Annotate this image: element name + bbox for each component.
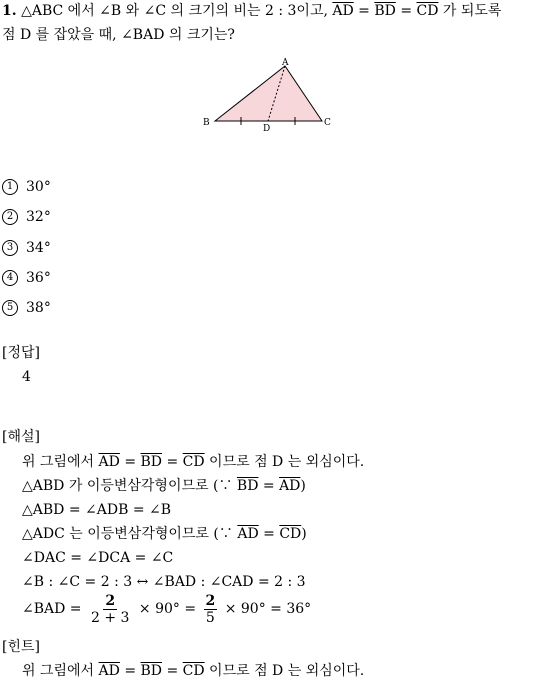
segment-ad: $\overline{AD}$ [98, 663, 120, 679]
explanation-line-6: ∠B : ∠C = 2 : 3 ↔ ∠BAD : ∠CAD = 2 : 3 [22, 574, 306, 590]
choice-marker: 2 [2, 209, 18, 225]
fraction [204, 593, 218, 626]
segment-bd: $\overline{BD}$ [374, 3, 396, 19]
choice-marker: 4 [2, 270, 18, 286]
equals: = [258, 478, 280, 494]
text: 이므로 점 D 는 외심이다. [204, 454, 365, 470]
numerator: 2 [205, 592, 216, 609]
choice-text: 38° [26, 300, 51, 316]
answer-header: [정답] [2, 345, 40, 361]
explanation-header: [해설] [2, 429, 40, 445]
segment-ad: $\overline{AD}$ [279, 478, 301, 494]
text: × 90° = 36° [220, 601, 312, 617]
label-a: A [282, 58, 289, 68]
explanation-line-5: ∠DAC = ∠DCA = ∠C [22, 550, 174, 566]
hint-line-1 [22, 662, 364, 680]
answer-value: 4 [22, 369, 31, 385]
explanation-line-1 [22, 453, 364, 471]
segment-bd: $\overline{BD}$ [140, 454, 163, 470]
triangle-figure [200, 58, 340, 136]
label-d: D [263, 124, 271, 134]
text: ∠BAD = [22, 601, 86, 617]
choice-5[interactable] [2, 299, 51, 317]
segment-ad: $\overline{AD}$ [332, 3, 354, 19]
segment-cd: $\overline{CD}$ [182, 454, 205, 470]
text: 위 그림에서 [22, 663, 99, 679]
label-b: B [203, 118, 210, 128]
explanation-line-2 [22, 477, 306, 495]
denominator: 5 [205, 609, 215, 626]
segment-cd: $\overline{CD}$ [279, 526, 302, 542]
choice-marker: 3 [2, 240, 18, 256]
explanation-line-3: △ABD = ∠ADB = ∠B [22, 502, 172, 518]
text: 위 그림에서 [22, 454, 99, 470]
equals: = [258, 526, 280, 542]
segment-bd: $\overline{BD}$ [140, 663, 163, 679]
equals: = [162, 454, 183, 470]
question-text: △ABC 에서 ∠B 와 ∠C 의 크기의 비는 2 : 3이고, [21, 3, 333, 19]
choice-marker: 5 [2, 300, 18, 316]
segment-ad: $\overline{AD}$ [237, 526, 259, 542]
hint-header: [힌트] [2, 639, 40, 655]
choice-text: 32° [26, 209, 51, 225]
text: × 90° = [134, 601, 201, 617]
choice-2[interactable] [2, 208, 51, 226]
choice-text: 34° [26, 240, 51, 256]
choice-text: 30° [26, 179, 51, 195]
equals: = [395, 3, 417, 19]
segment-cd: $\overline{CD}$ [182, 663, 205, 679]
equals: = [353, 3, 375, 19]
text: △ABD 가 이등변삼각형이므로 (∵ [22, 478, 237, 494]
explanation-line-7 [22, 592, 311, 626]
choice-marker: 1 [2, 179, 18, 195]
numerator: 2 [105, 592, 116, 609]
choice-4[interactable] [2, 269, 51, 287]
question-line-1 [2, 2, 501, 20]
choice-3[interactable] [2, 239, 51, 257]
label-c: C [324, 118, 331, 128]
question-number: 1. [2, 3, 17, 19]
segment-bd: $\overline{BD}$ [236, 478, 259, 494]
choice-text: 36° [26, 270, 51, 286]
segment-cd: $\overline{CD}$ [416, 3, 439, 19]
question-text-end: 가 되도록 [438, 3, 502, 19]
denominator: 2 + 3 [90, 609, 130, 626]
fraction [89, 593, 131, 626]
text: 이므로 점 D 는 외심이다. [204, 663, 365, 679]
text: ) [300, 478, 306, 494]
triangle-abc [215, 66, 322, 121]
equals: = [119, 663, 141, 679]
text: ) [301, 526, 307, 542]
choice-1[interactable] [2, 178, 51, 196]
segment-ad: $\overline{AD}$ [98, 454, 120, 470]
text: △ADC 는 이등변삼각형이므로 (∵ [22, 526, 238, 542]
question-line-2: 점 D 를 잡았을 때, ∠BAD 의 크기는? [2, 27, 235, 43]
equals: = [119, 454, 141, 470]
equals: = [162, 663, 183, 679]
explanation-line-4 [22, 525, 307, 543]
